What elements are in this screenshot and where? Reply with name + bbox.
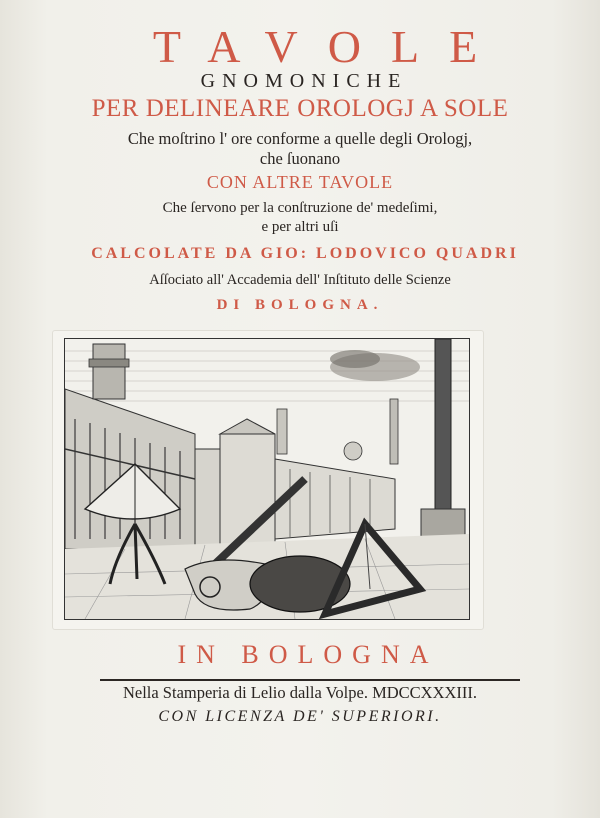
author-line: CALCOLATE DA GIO: LODOVICO QUADRI xyxy=(91,245,519,262)
imprint-license: CON LICENZA DE' SUPERIORI. xyxy=(158,708,442,725)
affiliation-city: DI BOLOGNA. xyxy=(216,297,384,313)
imprint-printer-date: Nella Stamperia di Lelio dalla Volpe. MDCCXXXIII. xyxy=(122,683,478,702)
engraved-vignette xyxy=(64,338,470,620)
additional-description-line-1: Che ſervono per la conſtruzione de' medeſimi, xyxy=(162,200,438,216)
additional-description-line-2: e per altri uſi xyxy=(261,219,339,235)
book-title: TAVOLE xyxy=(152,21,508,72)
description-line-2: che ſuonano xyxy=(259,149,341,168)
imprint-place: IN BOLOGNA xyxy=(177,640,439,669)
description-line-1: Che moſtrino l' ore conforme a quelle degli Orologj, xyxy=(127,129,473,148)
additional-tables-heading: CON ALTRE TAVOLE xyxy=(206,172,394,192)
piazza-sundial-engraving-icon xyxy=(65,339,469,619)
book-purpose: PER DELINEARE OROLOGJ A SOLE xyxy=(91,95,509,122)
book-subtitle: GNOMONICHE xyxy=(200,70,408,92)
imprint-rule-divider xyxy=(100,679,520,681)
author-affiliation: Aſſociato all' Accademia dell' Inſtituto delle Scienze xyxy=(149,272,451,288)
